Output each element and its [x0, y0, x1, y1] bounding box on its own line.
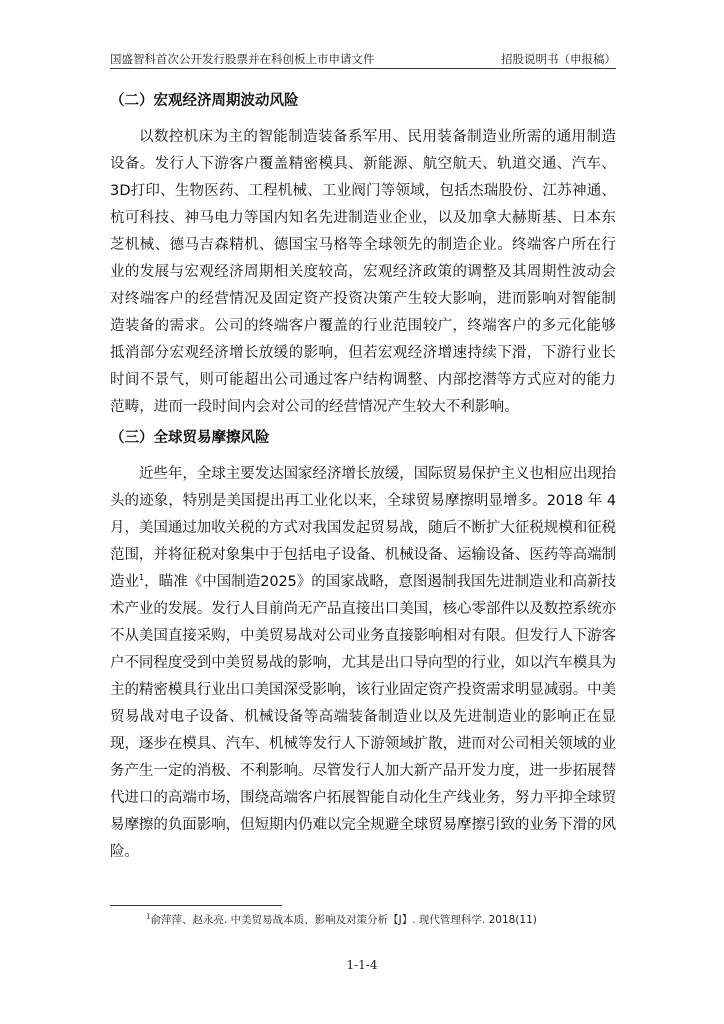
section-paragraph: 以数控机床为主的智能制造装备系军用、民用装备制造业所需的通用制造设备。发行人下游客户覆盖精密模具、新能源、航空航天、轨道交通、汽车、3D打印、生物医药、工程机械、工业阀门等领域，包括杰瑞股份、江苏神通、杭可科技、神马电力等国内知名先进制造业企业，以及加拿大赫斯基、日本东芝机械、德马吉森精机、德国宝马格等全球领先的制造企业。终端客户所在行业的发展与宏观经济周期相关度较高，宏观经济政策的调整及其周期性波动会对终端客户的经营情况及固定资产投资决策产生较大影响，进而影响对智能制造装备的需求。公司的终端客户覆盖的行业范围较广，终端客户的多元化能够抵消部分宏观经济增长放缓的影响，但若宏观经济增速持续下滑，下游行业长时间不景气，则可能超出公司通过客户结构调整、内部挖潜等方式应对的能力范畴，进而一段时间内会对公司的经营情况产生较大不利影响。: [110, 129, 616, 415]
page-header: [110, 47, 616, 67]
footnote: [110, 912, 616, 927]
section-heading: （三）全球贸易摩擦风险: [110, 430, 270, 446]
page-body: [110, 88, 616, 870]
section-trade-friction-risk: [110, 425, 616, 866]
footnote-text: 俞萍萍、赵永亮. 中美贸易战本质、影响及对策分析【J】. 现代管理科学. 2018(11): [150, 914, 537, 926]
section-paragraph: [110, 461, 616, 866]
paragraph-text-part-1: 近些年，全球主要发达国家经济增长放缓，国际贸易保护主义也相应出现抬头的迹象，特别是美国提出再工业化以来，全球贸易摩擦明显增多。2018 年 4月，美国通过加收关税的方式对我国发起贸易战，随后不断扩大征税规模和征税范围，并将征税对象集中于包括电子设备、机械设备、运输设备、医药等高端制造业: [110, 466, 616, 590]
footnote-mark: 1: [146, 912, 151, 921]
paragraph-text-part-2: ，瞄准《中国制造2025》的国家战略，意图遏制我国先进制造业和高新技术产业的发展。发行人目前尚无产品直接出口美国，核心零部件以及数控系统亦不从美国直接采购，中美贸易战对公司业务直接影响相对有限。但发行人下游客户不同程度受到中美贸易战的影响，尤其是出口导向型的行业，如以汽车模具为主的精密模具行业出口美国深受影响，该行业固定资产投资需求明显减弱。中美贸易战对电子设备、机械设备等高端装备制造业以及先进制造业的影响正在显现，逐步在模具、汽车、机械等发行人下游领域扩散，进而对公司相关领域的业务产生一定的消极、不利影响。尽管发行人加大新产品开发力度，进一步拓展替代进口的高端市场，围绕高端客户拓展智能自动化生产线业务，努力平抑全球贸易摩擦的负面影响，但短期内仍难以完全规避全球贸易摩擦引致的业务下滑的风险。: [110, 574, 616, 860]
section-macro-economic-risk: [110, 88, 616, 421]
page-number: 1-1-4: [346, 958, 378, 972]
section-heading: （二）宏观经济周期波动风险: [110, 93, 299, 109]
footnote-reference[interactable]: 1: [139, 573, 144, 583]
header-rule: [110, 68, 616, 69]
header-document-type: 招股说明书（申报稿）: [501, 52, 616, 66]
header-document-title: 国盛智科首次公开发行股票并在科创板上市申请文件: [110, 52, 375, 66]
footnote-rule: [110, 905, 282, 906]
